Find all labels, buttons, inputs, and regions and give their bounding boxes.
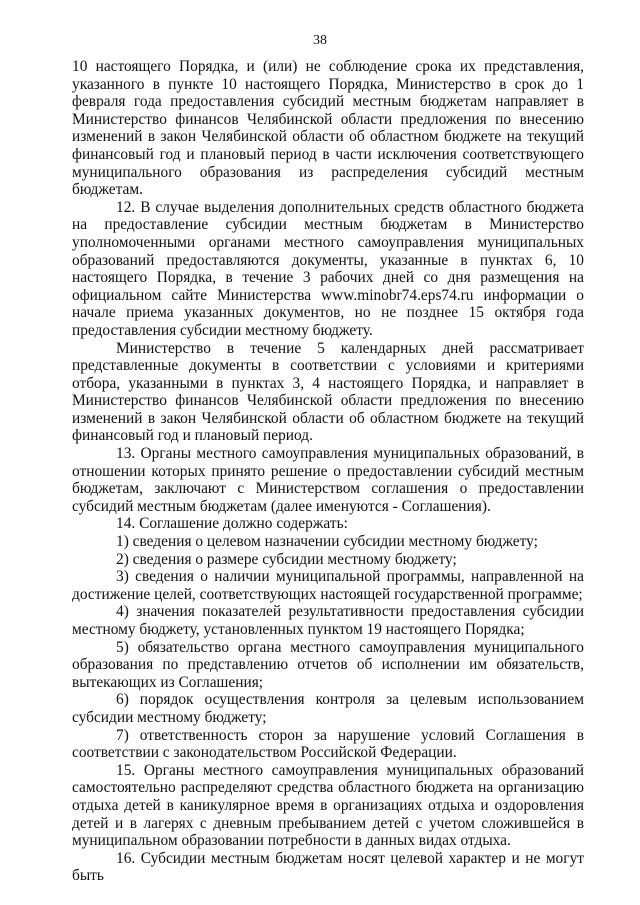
paragraph-continuation: 10 настоящего Порядка, и (или) не соблюдение срока их представления, указанного в пункте 10 настоящего Порядка, Министерство в срок до 1 февраля года предоставления субсидий местным бюджетам направляет в Министерство финансов Челябинской области предложения по внесению изменений в закон Челябинской области об областном бюджете на текущий финансовый год и плановый период в части исключения соответствующего муниципального образования из распределения субсидий местным бюджетам. [72, 58, 584, 199]
paragraph-14: 14. Соглашение должно содержать: [116, 515, 348, 533]
paragraph-13: 13. Органы местного самоуправления муниципальных образований, в отношении которых принято решение о предоставлении субсидий местным бюджетам, заключают с Министерством соглашения о предоставлении субсидий местным бюджетам (далее именуются - Соглашения). [72, 445, 584, 515]
paragraph-15: 15. Органы местного самоуправления муниципальных образований самостоятельно распределяют средства областного бюджета на организацию отдыха детей в каникулярное время в организациях отдыха и оздоровления детей и в лагерях с дневным пребыванием детей с учетом сложившейся в муниципальном образовании потребности в данных видах отдыха. [72, 761, 584, 850]
list-item-6: 6) порядок осуществления контроля за целевым использованием субсидии местному бюджету; [72, 691, 584, 726]
paragraph-12: 12. В случае выделения дополнительных средств областного бюджета на предоставление субсидии местным бюджетам в Министерство уполномоченными органами местного самоуправления муниципальных образований предоставляются документы, указанные в пунктах 6, 10 настоящего Порядка, в течение 3 рабочих дней со дня размещения на официальном сайте Министерства www.minobr74.eps74.ru информации о начале приема указанных документов, но не позднее 15 октября года предоставления субсидии местному бюджету. [72, 198, 584, 339]
list-item-2: 2) сведения о размере субсидии местному бюджету; [116, 550, 457, 568]
paragraph-16: 16. Субсидии местным бюджетам носят целевой характер и не могут быть [72, 849, 584, 885]
page-number: 38 [313, 33, 327, 48]
list-item-1: 1) сведения о целевом назначении субсидии местному бюджету; [116, 533, 538, 551]
list-item-3: 3) сведения о наличии муниципальной программы, направленной на достижение целей, соответствующих настоящей государственной программе; [72, 568, 584, 603]
document-body [72, 58, 584, 885]
list-item-7: 7) ответственность сторон за нарушение условий Соглашения в соответствии с законодательством Российской Федерации. [72, 726, 584, 762]
list-item-5: 5) обязательство органа местного самоуправления муниципального образования по представлению отчетов об исполнении им обязательств, вытекающих из Соглашения; [72, 638, 584, 691]
list-item-4: 4) значения показателей результативности предоставления субсидии местному бюджету, установленных пунктом 19 настоящего Порядка; [72, 603, 584, 638]
paragraph-12-ministry: Министерство в течение 5 календарных дней рассматривает представленные документы в соответствии с условиями и критериями отбора, указанными в пунктах 3, 4 настоящего Порядка, и направляет в Министерство финансов Челябинской области предложения по внесению изменений в закон Челябинской области об областном бюджете на текущий финансовый год и плановый период. [72, 339, 584, 445]
